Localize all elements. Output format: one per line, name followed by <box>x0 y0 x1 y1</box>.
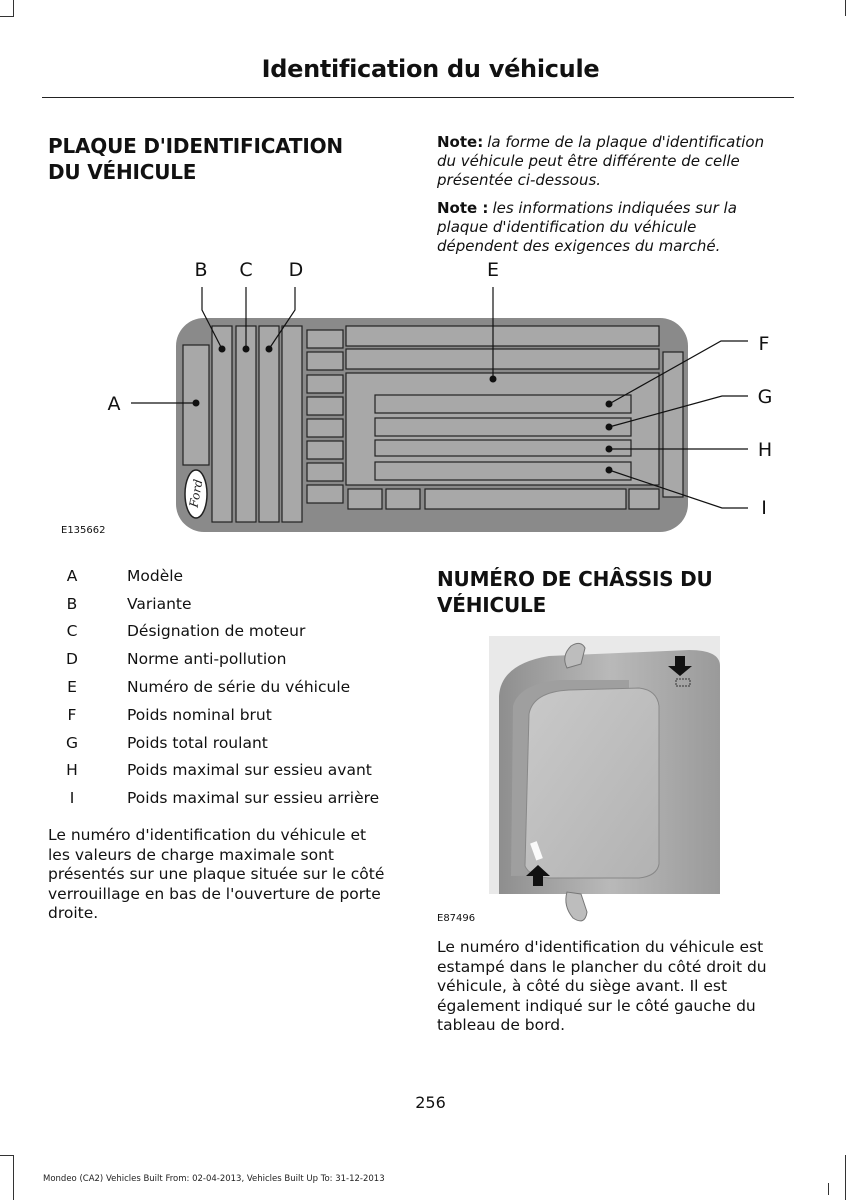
heading-line: VÉHICULE <box>437 593 547 617</box>
plate-field <box>307 441 343 459</box>
paragraph-line: verrouillage en bas de l'ouverture de porte <box>48 884 381 903</box>
callout-label-a: A <box>107 393 121 415</box>
figure-code: E87496 <box>437 913 476 924</box>
legend-item <box>48 757 408 785</box>
callout-dot-h <box>606 446 613 453</box>
legend-item <box>48 562 408 590</box>
callout-label-f: F <box>758 333 770 355</box>
callout-dot-c <box>243 346 250 353</box>
legend-item <box>48 729 408 757</box>
legend-text: Modèle <box>127 566 184 585</box>
note-1 <box>437 133 797 190</box>
legend-key: F <box>67 705 77 724</box>
callout-dot-a <box>193 400 200 407</box>
legend-text: Norme anti-pollution <box>127 650 287 669</box>
crop-mark <box>845 1155 846 1200</box>
legend-item <box>48 673 408 701</box>
legend-key: I <box>69 789 75 808</box>
paragraph-line: également indiqué sur le côté gauche du <box>437 996 756 1015</box>
plate-field <box>348 489 382 509</box>
car-roof <box>525 688 659 878</box>
callout-label-e: E <box>486 259 500 281</box>
note-label: Note: <box>437 133 484 151</box>
legend-text: Poids maximal sur essieu arrière <box>127 789 380 808</box>
callout-label-d: D <box>288 259 304 281</box>
plate-field <box>386 489 420 509</box>
legend-item <box>48 784 408 812</box>
legend-key: G <box>65 733 78 752</box>
legend-item <box>48 590 408 618</box>
legend-text: Poids nominal brut <box>127 705 272 724</box>
plate-location-paragraph <box>48 826 413 924</box>
callout-dot-d <box>266 346 273 353</box>
plate-field <box>307 352 343 370</box>
paragraph-line: les valeurs de charge maximale sont <box>48 845 335 864</box>
paragraph-line: droite. <box>48 904 99 922</box>
plate-field <box>663 352 683 497</box>
heading-line: PLAQUE D'IDENTIFICATION <box>48 134 343 158</box>
page-number: 256 <box>415 1093 446 1112</box>
legend-text: Poids maximal sur essieu avant <box>127 761 372 780</box>
crop-mark <box>13 1155 14 1200</box>
plate-field-f <box>375 395 631 413</box>
paragraph-line: Le numéro d'identification du véhicule est <box>437 938 764 956</box>
note-text: dépendent des exigences du marché. <box>437 237 721 255</box>
plate-field-h <box>375 440 631 456</box>
note-text: les informations indiquées sur la <box>492 199 737 217</box>
plate-field <box>307 375 343 393</box>
legend-key: B <box>66 594 78 613</box>
plate-field <box>346 326 659 346</box>
plate-field <box>307 485 343 503</box>
legend-text: Poids total roulant <box>127 733 268 752</box>
plate-field <box>346 349 659 369</box>
plate-field <box>425 489 626 509</box>
paragraph-line: tableau de bord. <box>437 1016 565 1034</box>
callout-label-c: C <box>239 259 253 281</box>
legend-key: A <box>66 566 78 585</box>
vehicle-top-view-diagram <box>489 636 720 926</box>
plate-field <box>629 489 659 509</box>
plate-column <box>282 326 302 522</box>
plate-column-c <box>236 326 256 522</box>
figure-code: E135662 <box>61 525 106 536</box>
ford-logo-text: Ford <box>186 478 206 509</box>
callout-label-g: G <box>757 386 773 408</box>
legend-item <box>48 701 408 729</box>
note-text: du véhicule peut être différente de celle <box>437 152 740 170</box>
note-label: Note : <box>437 199 489 217</box>
plate-field <box>307 330 343 348</box>
plate-column-d <box>259 326 279 522</box>
header-divider <box>42 97 794 98</box>
paragraph-line: Le numéro d'identification du véhicule et <box>48 826 367 844</box>
callout-label-i: I <box>761 497 767 519</box>
legend-key: E <box>67 678 77 697</box>
id-plate-diagram <box>0 250 861 550</box>
page-title: Identification du véhicule <box>261 55 600 83</box>
plate-field-i <box>375 462 631 480</box>
crop-mark <box>845 0 846 16</box>
crop-mark <box>0 16 14 17</box>
heading-line: DU VÉHICULE <box>48 160 197 184</box>
plate-field-g <box>375 418 631 436</box>
note-2 <box>437 199 797 256</box>
footer-text: Mondeo (CA2) Vehicles Built From: 02-04-2013, Vehicles Built Up To: 31-12-2013 <box>43 1174 385 1184</box>
plate-field <box>307 419 343 437</box>
note-text: la forme de la plaque d'identification <box>487 133 765 151</box>
callout-dot-e <box>490 376 497 383</box>
crop-mark <box>0 1155 14 1156</box>
callout-dot-i <box>606 467 613 474</box>
legend-item <box>48 645 408 673</box>
plate-field <box>307 463 343 481</box>
section-heading-plate <box>48 133 343 185</box>
section-heading-chassis <box>437 566 713 618</box>
crop-mark <box>828 1183 829 1195</box>
callout-dot-b <box>219 346 226 353</box>
paragraph-line: présentés sur une plaque située sur le côté <box>48 865 385 883</box>
legend-key: D <box>66 650 78 669</box>
plate-column-b <box>212 326 232 522</box>
side-mirror-bottom <box>566 892 587 921</box>
callout-label-b: B <box>194 259 208 281</box>
paragraph-line: véhicule, à côté du siège avant. Il est <box>437 977 728 995</box>
callout-dot-g <box>606 424 613 431</box>
legend-text: Variante <box>127 594 192 613</box>
paragraph-line: estampé dans le plancher du côté droit du <box>437 957 767 976</box>
legend-key: H <box>66 761 78 780</box>
legend-list <box>48 562 408 812</box>
callout-label-h: H <box>757 439 773 461</box>
legend-item <box>48 618 408 646</box>
crop-mark <box>13 0 14 16</box>
callout-dot-f <box>606 401 613 408</box>
legend-text: Numéro de série du véhicule <box>127 678 351 697</box>
legend-text: Désignation de moteur <box>127 622 306 641</box>
legend-key: C <box>66 622 78 641</box>
plate-field <box>307 397 343 415</box>
heading-line: NUMÉRO DE CHÂSSIS DU <box>437 567 713 591</box>
note-text: plaque d'identification du véhicule <box>437 218 697 236</box>
chassis-paragraph <box>437 938 817 1036</box>
note-text: présentée ci-dessous. <box>437 171 602 189</box>
